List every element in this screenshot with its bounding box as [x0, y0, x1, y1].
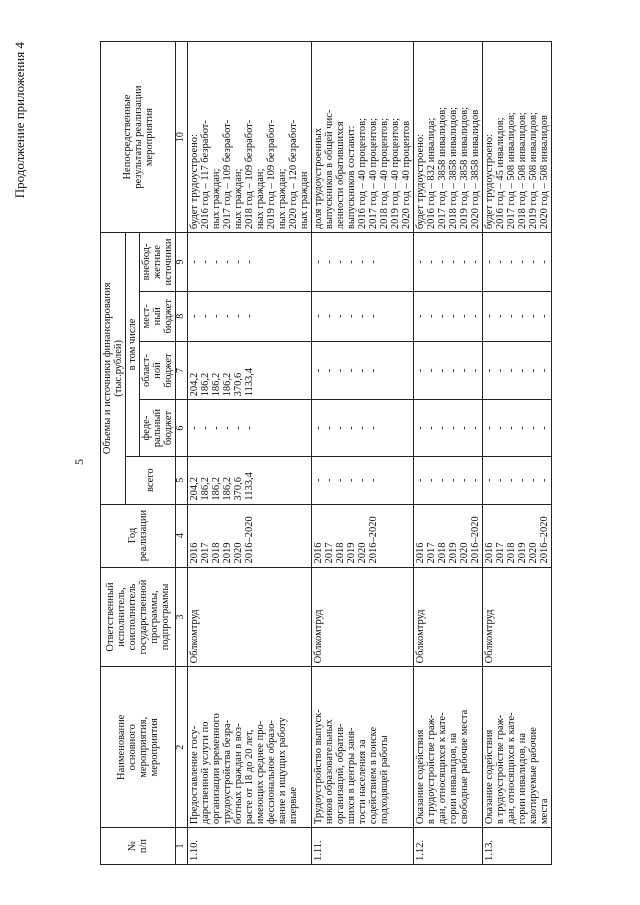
regional-values: - - - - - -: [413, 341, 482, 400]
table-row: [187, 42, 311, 865]
col-number: 6: [176, 400, 188, 456]
col-number: 8: [176, 291, 188, 341]
extra-values: - - - - - -: [187, 233, 311, 292]
header-executor: Ответственный исполнитель, соисполнитель государственной программы, подпрограммы: [101, 567, 176, 667]
regional-values: - - - - - -: [483, 341, 552, 400]
table-row: [311, 42, 413, 865]
row-number: 1.11.: [311, 828, 413, 865]
header-federal: феде- ральный бюджет: [140, 400, 176, 456]
years: 2016 2017 2018 2019 2020 2016–2020: [187, 504, 311, 567]
col-number: 10: [176, 42, 188, 233]
total-values: - - - - - -: [413, 456, 482, 504]
results: доля трудоустроенных выпускников в общей чис- ленности обратившихся выпускников составит: 2016 год – 40 процентов; 2017 год – 40 процентов; 2018 год – 40 процентов; 2019 год – 40 процентов; 2020 год – 40 процентов: [311, 42, 413, 233]
executor: Облкомтруд: [311, 567, 413, 667]
total-values: 204,2 186,2 186,2 186,2 370,6 1133,4: [187, 456, 311, 504]
col-number: 9: [176, 233, 188, 292]
continuation-caption: Продолжение приложения 4: [12, 42, 27, 199]
col-number: 3: [176, 567, 188, 667]
total-values: - - - - - -: [483, 456, 552, 504]
years: 2016 2017 2018 2019 2020 2016–2020: [311, 504, 413, 567]
federal-values: - - - - - -: [187, 400, 311, 456]
header-no: № п/п: [101, 828, 176, 865]
header-year: Год реализации: [101, 504, 176, 567]
results: будет трудоустроено: 2016 год – 45 инвалидов; 2017 год – 508 инвалидов; 2018 год – 508 инвалидов; 2019 год – 508 инвалидов; 2020 год – 508 инвалидов: [483, 42, 552, 233]
results: будет трудоустроено: 2016 год – 117 безработ- ных граждан; 2017 год – 109 безработ- ных граждан; 2018 год – 109 безработ- ных граждан; 2019 год – 109 безработ- ных граждан; 2020 год – 120 безработ- ных граждан: [187, 42, 311, 233]
header-total: всего: [126, 456, 176, 504]
executor: Облкомтруд: [413, 567, 482, 667]
header-extra: внебюд- жетные источники: [140, 233, 176, 292]
extra-values: - - - - - -: [483, 233, 552, 292]
local-values: - - - - - -: [187, 291, 311, 341]
header-regional: област- ной бюджет: [140, 341, 176, 400]
local-values: - - - - - -: [483, 291, 552, 341]
header-local: мест- ный бюджет: [140, 291, 176, 341]
extra-values: - - - - - -: [413, 233, 482, 292]
col-number: 7: [176, 341, 188, 400]
local-values: - - - - - -: [311, 291, 413, 341]
extra-values: - - - - - -: [311, 233, 413, 292]
measure-name: Оказание содействия в трудоустройстве граж- дан, относящихся к кате- гории инвалидов, на свободные рабочие места: [413, 667, 482, 828]
regional-values: 204,2 186,2 186,2 186,2 370,6 1133,4: [187, 341, 311, 400]
federal-values: - - - - - -: [413, 400, 482, 456]
measure-name: Трудоустройство выпуск- ников образовательных организаций, обратив- шихся в центры заня- тости населения за содействием в поиске подходящей работы: [311, 667, 413, 828]
header-name: Наименование основного мероприятия, мероприятия: [101, 667, 176, 828]
page-number: 5: [72, 459, 86, 465]
table-row: [413, 42, 482, 865]
total-values: - - - - - -: [311, 456, 413, 504]
header-funding: Объемы и источники финансирования (тыс.рублей): [101, 233, 126, 504]
col-number: 4: [176, 504, 188, 567]
regional-values: - - - - - -: [311, 341, 413, 400]
federal-values: - - - - - -: [483, 400, 552, 456]
header-results: Непосредственные результаты реализации мероприятия: [101, 42, 176, 233]
measure-name: Предоставление госу- дарственной услуги по организации временного трудоустройства безра- ботных граждан в воз- расте от 18 до 20 лет, имеющих среднее про- фессиональное образо- вание и ищущих работу впервые: [187, 667, 311, 828]
col-number: 5: [176, 456, 188, 504]
executor: Облкомтруд: [483, 567, 552, 667]
col-number: 2: [176, 667, 188, 828]
local-values: - - - - - -: [413, 291, 482, 341]
federal-values: - - - - - -: [311, 400, 413, 456]
header-including: в том числе: [126, 233, 140, 457]
row-number: 1.10.: [187, 828, 311, 865]
years: 2016 2017 2018 2019 2020 2016–2020: [483, 504, 552, 567]
row-number: 1.13.: [483, 828, 552, 865]
program-measures-table: [100, 41, 552, 865]
row-number: 1.12.: [413, 828, 482, 865]
years: 2016 2017 2018 2019 2020 2016–2020: [413, 504, 482, 567]
table-row: [483, 42, 552, 865]
results: будет трудоустроено: 2016 год – 832 инвалида; 2017 год – 3858 инвалидов; 2018 год – 3858 инвалидов; 2019 год – 3858 инвалидов; 2020 год – 3858 инвалидов: [413, 42, 482, 233]
measure-name: Оказание содействия в трудоустройстве граж- дан, относящихся к кате- гории инвалидов, на квотируемые рабочие места: [483, 667, 552, 828]
col-number: 1: [176, 828, 188, 865]
executor: Облкомтруд: [187, 567, 311, 667]
